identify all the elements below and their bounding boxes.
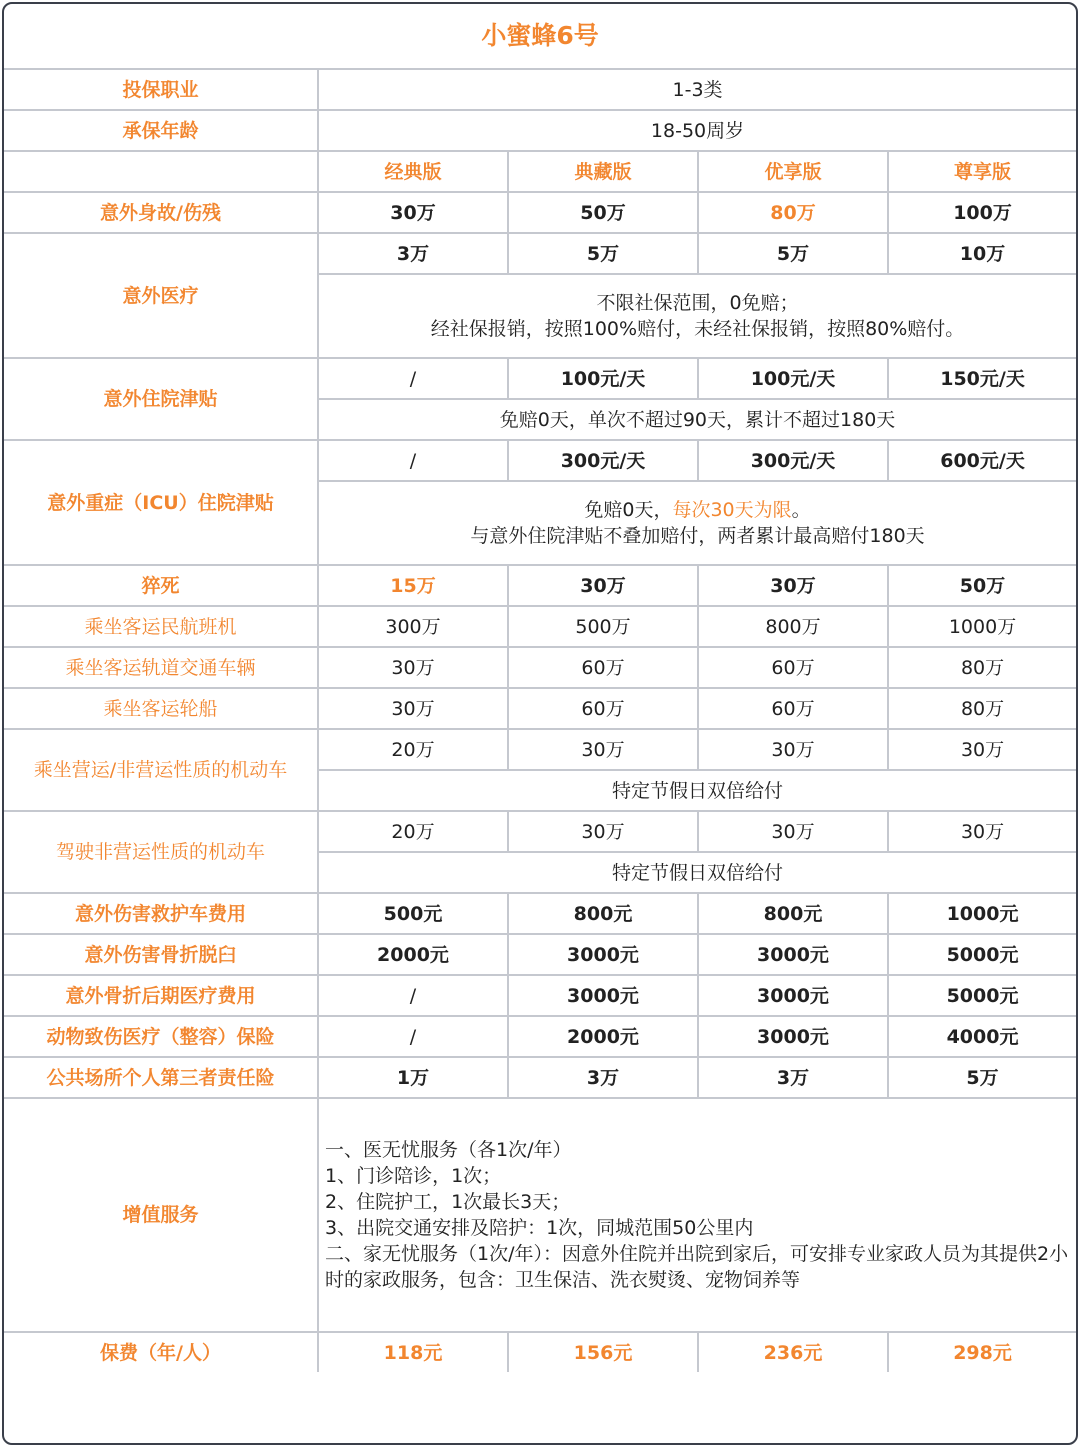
cell: 150元/天 [888,358,1076,399]
cell: 10万 [888,233,1076,274]
plan-header-blank [4,151,318,192]
plan-header: 尊享版 [888,151,1076,192]
row-label: 乘坐客运轮船 [4,688,318,729]
vehicle-note: 特定节假日双倍给付 [318,770,1076,811]
medical-note [318,274,1076,358]
cell: / [318,358,508,399]
cell: 30万 [698,811,888,852]
row-label: 意外身故/伤残 [4,192,318,233]
premium-cell: 236元 [698,1332,888,1372]
row-label: 意外骨折后期医疗费用 [4,975,318,1016]
cell-highlight: 80万 [698,192,888,233]
cell: 800元 [698,893,888,934]
hospital-note: 免赔0天，单次不超过90天，累计不超过180天 [318,399,1076,440]
cell: 1万 [318,1057,508,1098]
cell: 3000元 [508,934,698,975]
cell: 30万 [508,565,698,606]
cell: 30万 [318,192,508,233]
cell: 30万 [698,729,888,770]
services-line: 2、住院护工，1次最长3天； [325,1191,571,1213]
cell: 30万 [318,647,508,688]
age-label: 承保年龄 [4,110,318,151]
note-line [319,497,1076,523]
row-label: 乘坐客运轨道交通车辆 [4,647,318,688]
cell: 300元/天 [508,440,698,481]
note-line: 不限社保范围，0免赔； [596,292,799,314]
note-highlight: 每次30天为限 [672,499,792,521]
plan-header: 典藏版 [508,151,698,192]
services-line: 二、家无忧服务（1次/年）：因意外住院并出院到家后，可安排专业家政人员为其提供2小时的家政服务，包含：卫生保洁、洗衣熨烫、宠物饲养等 [325,1243,1069,1291]
cell: 100万 [888,192,1076,233]
cell: 500元 [318,893,508,934]
insurance-comparison-table [4,4,1076,1372]
cell: 1000元 [888,893,1076,934]
cell: 100元/天 [508,358,698,399]
row-label: 乘坐营运/非营运性质的机动车 [4,729,318,811]
plan-header: 优享版 [698,151,888,192]
note-text: 免赔0天， [584,499,673,521]
cell: 30万 [508,811,698,852]
icu-note [318,481,1076,565]
cell: 5000元 [888,934,1076,975]
cell: 3000元 [698,975,888,1016]
cell: 50万 [888,565,1076,606]
cell: 4000元 [888,1016,1076,1057]
cell: 3万 [318,233,508,274]
cell: 50万 [508,192,698,233]
cell-highlight: 15万 [318,565,508,606]
cell: 5万 [888,1057,1076,1098]
services-line: 一、医无忧服务（各1次/年） [325,1139,572,1161]
cell: 3000元 [698,934,888,975]
cell: / [318,975,508,1016]
row-label: 增值服务 [4,1098,318,1332]
cell: 20万 [318,729,508,770]
cell: 3000元 [508,975,698,1016]
note-text: 。 [791,499,811,521]
cell: / [318,440,508,481]
cell: 5000元 [888,975,1076,1016]
cell: 80万 [888,647,1076,688]
note-line: 与意外住院津贴不叠加赔付，两者累计最高赔付180天 [470,525,925,547]
age-value: 18-50周岁 [318,110,1076,151]
cell: 30万 [888,729,1076,770]
cell: 60万 [698,688,888,729]
cell: 1000万 [888,606,1076,647]
services-content [318,1098,1076,1332]
premium-cell: 118元 [318,1332,508,1372]
cell: 300元/天 [698,440,888,481]
cell: 800元 [508,893,698,934]
cell: 600元/天 [888,440,1076,481]
cell: 2000元 [318,934,508,975]
cell: 30万 [698,565,888,606]
cell: 60万 [698,647,888,688]
occupation-value: 1-3类 [318,69,1076,110]
cell: 30万 [318,688,508,729]
row-label: 公共场所个人第三者责任险 [4,1057,318,1098]
row-label: 动物致伤医疗（整容）保险 [4,1016,318,1057]
occupation-label: 投保职业 [4,69,318,110]
row-label: 意外伤害骨折脱臼 [4,934,318,975]
row-label: 驾驶非营运性质的机动车 [4,811,318,893]
cell: 20万 [318,811,508,852]
cell: 60万 [508,688,698,729]
cell: 5万 [698,233,888,274]
cell: 3万 [508,1057,698,1098]
row-label: 意外重症（ICU）住院津贴 [4,440,318,565]
cell: 30万 [888,811,1076,852]
row-label: 乘坐客运民航班机 [4,606,318,647]
cell: 30万 [508,729,698,770]
cell: 2000元 [508,1016,698,1057]
driving-note: 特定节假日双倍给付 [318,852,1076,893]
row-label: 意外伤害救护车费用 [4,893,318,934]
cell: 800万 [698,606,888,647]
cell: 300万 [318,606,508,647]
cell: 60万 [508,647,698,688]
cell: / [318,1016,508,1057]
premium-cell: 156元 [508,1332,698,1372]
premium-label: 保费（年/人） [4,1332,318,1372]
row-label: 意外医疗 [4,233,318,358]
services-line: 1、门诊陪诊，1次； [325,1165,502,1187]
cell: 500万 [508,606,698,647]
cell: 80万 [888,688,1076,729]
cell: 3万 [698,1057,888,1098]
plan-header: 经典版 [318,151,508,192]
cell: 5万 [508,233,698,274]
services-line: 3、出院交通安排及陪护：1次，同城范围50公里内 [325,1217,754,1239]
cell: 3000元 [698,1016,888,1057]
table-title: 小蜜蜂6号 [4,4,1076,69]
row-label: 猝死 [4,565,318,606]
cell: 100元/天 [698,358,888,399]
row-label: 意外住院津贴 [4,358,318,440]
premium-cell: 298元 [888,1332,1076,1372]
note-line: 经社保报销，按照100%赔付，未经社保报销，按照80%赔付。 [430,318,965,340]
insurance-table-frame [2,2,1078,1445]
